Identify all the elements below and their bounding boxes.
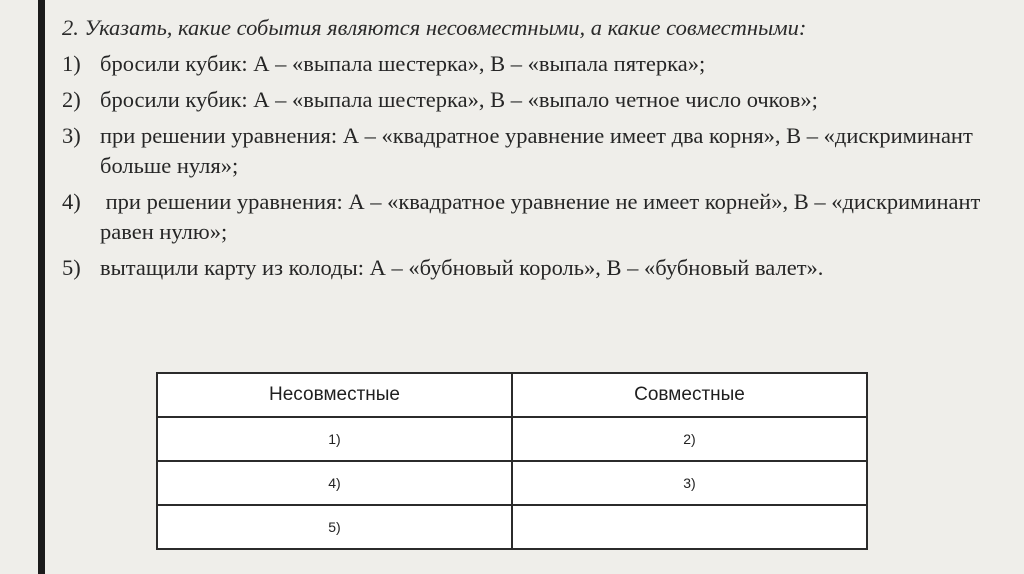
item-text: бросили кубик: А – «выпала шестерка», В – «выпала пятерка»;: [100, 51, 706, 76]
header-compatible: Совместные: [512, 373, 867, 417]
left-accent-bar: [38, 0, 45, 574]
slide-content: [62, 14, 1012, 289]
table-cell: 3): [512, 461, 867, 505]
table-cell: 5): [157, 505, 512, 549]
header-incompatible: Несовместные: [157, 373, 512, 417]
table-cell: [512, 505, 867, 549]
table-row: [157, 461, 867, 505]
item-number: 4): [62, 189, 81, 214]
item-text: бросили кубик: А – «выпала шестерка», В – «выпало четное число очков»;: [100, 87, 818, 112]
list-item: [62, 187, 1012, 247]
table-cell: 2): [512, 417, 867, 461]
item-number: 3): [62, 123, 81, 148]
item-number: 5): [62, 255, 81, 280]
item-number: 2): [62, 87, 81, 112]
table-cell: 4): [157, 461, 512, 505]
table-cell: 1): [157, 417, 512, 461]
list-item: [62, 121, 1012, 181]
table-header-row: [157, 373, 867, 417]
answer-table: [156, 372, 868, 550]
item-number: 1): [62, 51, 81, 76]
list-item: [62, 49, 1012, 79]
list-item: [62, 85, 1012, 115]
item-text: при решении уравнения: А – «квадратное уравнение не имеет корней», В – «дискриминант равен нулю»;: [100, 189, 986, 244]
item-text: при решении уравнения: А – «квадратное уравнение имеет два корня», В – «дискриминант больше нуля»;: [100, 123, 973, 178]
table-row: [157, 417, 867, 461]
item-text: вытащили карту из колоды: А – «бубновый король», В – «бубновый валет».: [100, 255, 824, 280]
table-row: [157, 505, 867, 549]
list-item: [62, 253, 1012, 283]
event-list: [62, 49, 1012, 283]
task-title: 2. Указать, какие события являются несовместными, а какие совместными:: [62, 15, 807, 40]
